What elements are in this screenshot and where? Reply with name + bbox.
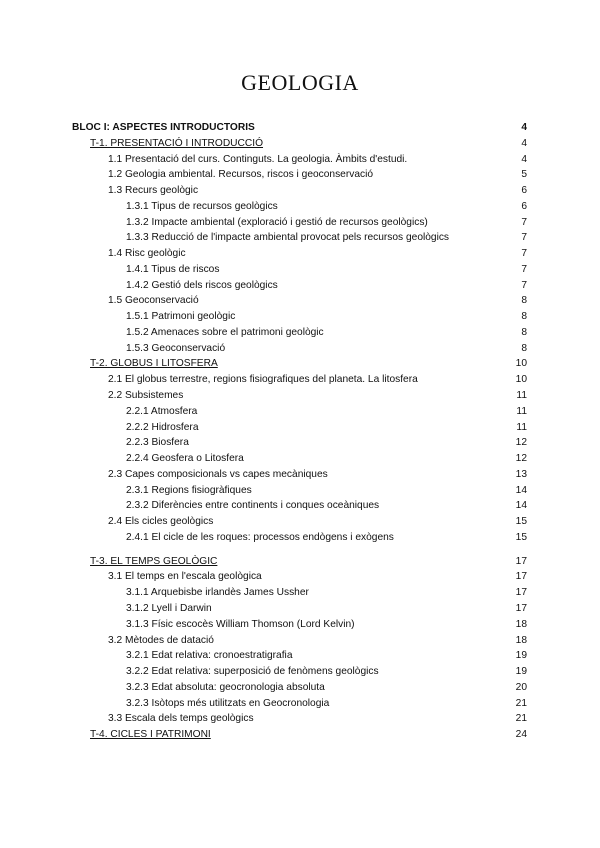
toc-entry-label: 2.2.2 Hidrosfera bbox=[126, 421, 199, 433]
toc-entry-label: 1.3.2 Impacte ambiental (exploració i gestió de recursos geològics) bbox=[126, 216, 428, 228]
toc-entry bbox=[0, 664, 600, 680]
toc-page-number: 15 bbox=[515, 531, 527, 543]
toc-entry-label: 1.4 Risc geològic bbox=[108, 248, 186, 260]
toc-entry bbox=[0, 711, 600, 727]
toc-entry bbox=[0, 569, 600, 585]
toc-entry bbox=[0, 215, 600, 231]
toc-page-number: 21 bbox=[515, 697, 527, 709]
toc-page-number: 10 bbox=[515, 358, 527, 370]
toc-page-number: 15 bbox=[515, 516, 527, 528]
toc-entry-label: 2.3.1 Regions fisiogràfiques bbox=[126, 484, 252, 496]
toc-entry bbox=[0, 451, 600, 467]
toc-entry-label: 1.4.2 Gestió dels riscos geològics bbox=[126, 279, 278, 291]
toc-entry-label: 1.3.3 Reducció de l'impacte ambiental provocat pels recursos geològics bbox=[126, 232, 450, 244]
toc-entry bbox=[0, 648, 600, 664]
toc-page-number: 20 bbox=[515, 681, 527, 693]
toc-entry-label: 3.2.3 Isòtops més utilitzats en Geocronologia bbox=[126, 697, 330, 709]
toc-entry-label: 1.1 Presentació del curs. Continguts. La geologia. Àmbits d'estudi. bbox=[108, 153, 408, 165]
toc-entry bbox=[0, 498, 600, 514]
toc-page-number: 7 bbox=[521, 232, 527, 244]
toc-entry-label: 2.4 Els cicles geològics bbox=[108, 516, 214, 528]
toc-entry bbox=[0, 325, 600, 341]
toc-entry bbox=[0, 246, 600, 262]
toc-page-number: 14 bbox=[515, 500, 527, 512]
toc-page-number: 13 bbox=[515, 468, 527, 480]
toc-entry-label: 1.5 Geoconservació bbox=[108, 295, 199, 307]
toc-entry bbox=[0, 617, 600, 633]
toc-entry-label: 1.4.1 Tipus de riscos bbox=[126, 263, 220, 275]
section-spacer bbox=[0, 546, 600, 554]
toc-page-number: 17 bbox=[515, 602, 527, 614]
toc-chapter-link[interactable] bbox=[0, 554, 600, 570]
toc-entry-label: 3.1 El temps en l'escala geològica bbox=[108, 571, 262, 583]
toc-page-number: 18 bbox=[515, 634, 527, 646]
toc-entry-label: 3.3 Escala dels temps geològics bbox=[108, 713, 254, 725]
toc-chapter-link[interactable] bbox=[0, 727, 600, 743]
toc-page-number: 12 bbox=[515, 437, 527, 449]
toc-page-number: 21 bbox=[515, 713, 527, 725]
toc-entry bbox=[0, 372, 600, 388]
toc-page-number: 24 bbox=[515, 729, 527, 741]
toc-entry bbox=[0, 696, 600, 712]
toc-entry bbox=[0, 530, 600, 546]
document-title: GEOLOGIA bbox=[241, 70, 359, 95]
toc-page-number: 8 bbox=[521, 295, 527, 307]
toc-page-number: 17 bbox=[515, 587, 527, 599]
toc-entry-label[interactable]: T-4. CICLES I PATRIMONI bbox=[90, 729, 211, 741]
toc-entry-label: 1.5.1 Patrimoni geològic bbox=[126, 311, 236, 323]
toc-page-number: 10 bbox=[515, 374, 527, 386]
toc-entry-label: 1.3.1 Tipus de recursos geològics bbox=[126, 200, 278, 212]
toc-entry-label: 2.3.2 Diferències entre continents i conques oceàniques bbox=[126, 500, 380, 512]
toc-entry bbox=[0, 404, 600, 420]
toc-page-number: 12 bbox=[515, 453, 527, 465]
toc-entry bbox=[0, 293, 600, 309]
toc-entry bbox=[0, 435, 600, 451]
toc-page-number: 11 bbox=[516, 390, 527, 402]
toc-entry-label: 3.2 Mètodes de datació bbox=[108, 634, 214, 646]
toc-entry-label: 1.5.2 Amenaces sobre el patrimoni geològic bbox=[126, 326, 324, 338]
toc-block-heading bbox=[0, 120, 600, 136]
toc-entry bbox=[0, 467, 600, 483]
toc-entry bbox=[0, 388, 600, 404]
toc-entry bbox=[0, 183, 600, 199]
toc-entry-label: 2.3 Capes composicionals vs capes mecàniques bbox=[108, 468, 328, 480]
toc-entry bbox=[0, 341, 600, 357]
toc-entry bbox=[0, 309, 600, 325]
toc-entry-label: 1.2 Geologia ambiental. Recursos, riscos i geoconservació bbox=[108, 169, 374, 181]
toc-entry-label: 2.2.1 Atmosfera bbox=[126, 405, 198, 417]
toc-entry-label: 1.5.3 Geoconservació bbox=[126, 342, 226, 354]
toc-entry-label: 2.2.4 Geosfera o Litosfera bbox=[126, 453, 244, 465]
toc-entry-label[interactable]: T-3. EL TEMPS GEOLÒGIC bbox=[90, 555, 218, 567]
toc-page-number: 6 bbox=[521, 185, 527, 197]
toc-page-number: 11 bbox=[516, 405, 527, 417]
toc-page-number: 7 bbox=[521, 216, 527, 228]
toc-entry bbox=[0, 514, 600, 530]
toc-page-number: 19 bbox=[515, 666, 527, 678]
toc-entry-label: 3.2.1 Edat relativa: cronoestratigrafia bbox=[126, 650, 293, 662]
toc-page-number: 8 bbox=[521, 342, 527, 354]
toc-entry bbox=[0, 152, 600, 168]
toc-entry bbox=[0, 601, 600, 617]
toc-entry bbox=[0, 167, 600, 183]
toc-entry-label: 2.4.1 El cicle de les roques: processos endògens i exògens bbox=[126, 531, 394, 543]
toc-entry bbox=[0, 262, 600, 278]
toc-page-number: 14 bbox=[515, 484, 527, 496]
table-of-contents bbox=[0, 120, 600, 743]
toc-page-number: 11 bbox=[516, 421, 527, 433]
toc-page-number: 17 bbox=[515, 571, 527, 583]
toc-entry-label: 2.2.3 Biosfera bbox=[126, 437, 189, 449]
toc-entry bbox=[0, 585, 600, 601]
toc-page-number: 18 bbox=[515, 618, 527, 630]
toc-chapter-link[interactable] bbox=[0, 356, 600, 372]
toc-page-number: 8 bbox=[521, 326, 527, 338]
toc-page-number: 8 bbox=[521, 311, 527, 323]
toc-entry-label[interactable]: T-1. PRESENTACIÓ I INTRODUCCIÓ bbox=[90, 137, 264, 149]
toc-entry-label: 3.2.2 Edat relativa: superposició de fenòmens geològics bbox=[126, 666, 379, 678]
toc-page-number: 6 bbox=[521, 200, 527, 212]
toc-page-number: 4 bbox=[521, 137, 527, 149]
toc-entry bbox=[0, 420, 600, 436]
toc-entry-label: 3.2.3 Edat absoluta: geocronologia absoluta bbox=[126, 681, 325, 693]
toc-entry-label: BLOC I: ASPECTES INTRODUCTORIS bbox=[72, 122, 255, 133]
toc-entry-label: 2.2 Subsistemes bbox=[108, 390, 184, 402]
toc-page-number: 7 bbox=[521, 279, 527, 291]
toc-page-number: 19 bbox=[515, 650, 527, 662]
toc-entry bbox=[0, 230, 600, 246]
toc-page-number: 4 bbox=[521, 122, 527, 133]
toc-entry-label: 1.3 Recurs geològic bbox=[108, 185, 199, 197]
toc-page-number: 17 bbox=[515, 555, 527, 567]
toc-page-number: 5 bbox=[521, 169, 527, 181]
toc-entry bbox=[0, 199, 600, 215]
toc-entry-label: 3.1.3 Físic escocès William Thomson (Lord Kelvin) bbox=[126, 618, 355, 630]
toc-page-number: 4 bbox=[521, 153, 527, 165]
toc-entry-label: 3.1.1 Arquebisbe irlandès James Ussher bbox=[126, 587, 309, 599]
toc-entry bbox=[0, 483, 600, 499]
toc-entry bbox=[0, 680, 600, 696]
toc-page-number: 7 bbox=[521, 248, 527, 260]
toc-entry-label[interactable]: T-2. GLOBUS I LITOSFERA bbox=[90, 358, 218, 370]
toc-entry-label: 3.1.2 Lyell i Darwin bbox=[126, 602, 212, 614]
toc-entry bbox=[0, 278, 600, 294]
toc-entry-label: 2.1 El globus terrestre, regions fisiografiques del planeta. La litosfera bbox=[108, 374, 418, 386]
toc-chapter-link[interactable] bbox=[0, 136, 600, 152]
toc-entry bbox=[0, 633, 600, 649]
toc-page-number: 7 bbox=[521, 263, 527, 275]
